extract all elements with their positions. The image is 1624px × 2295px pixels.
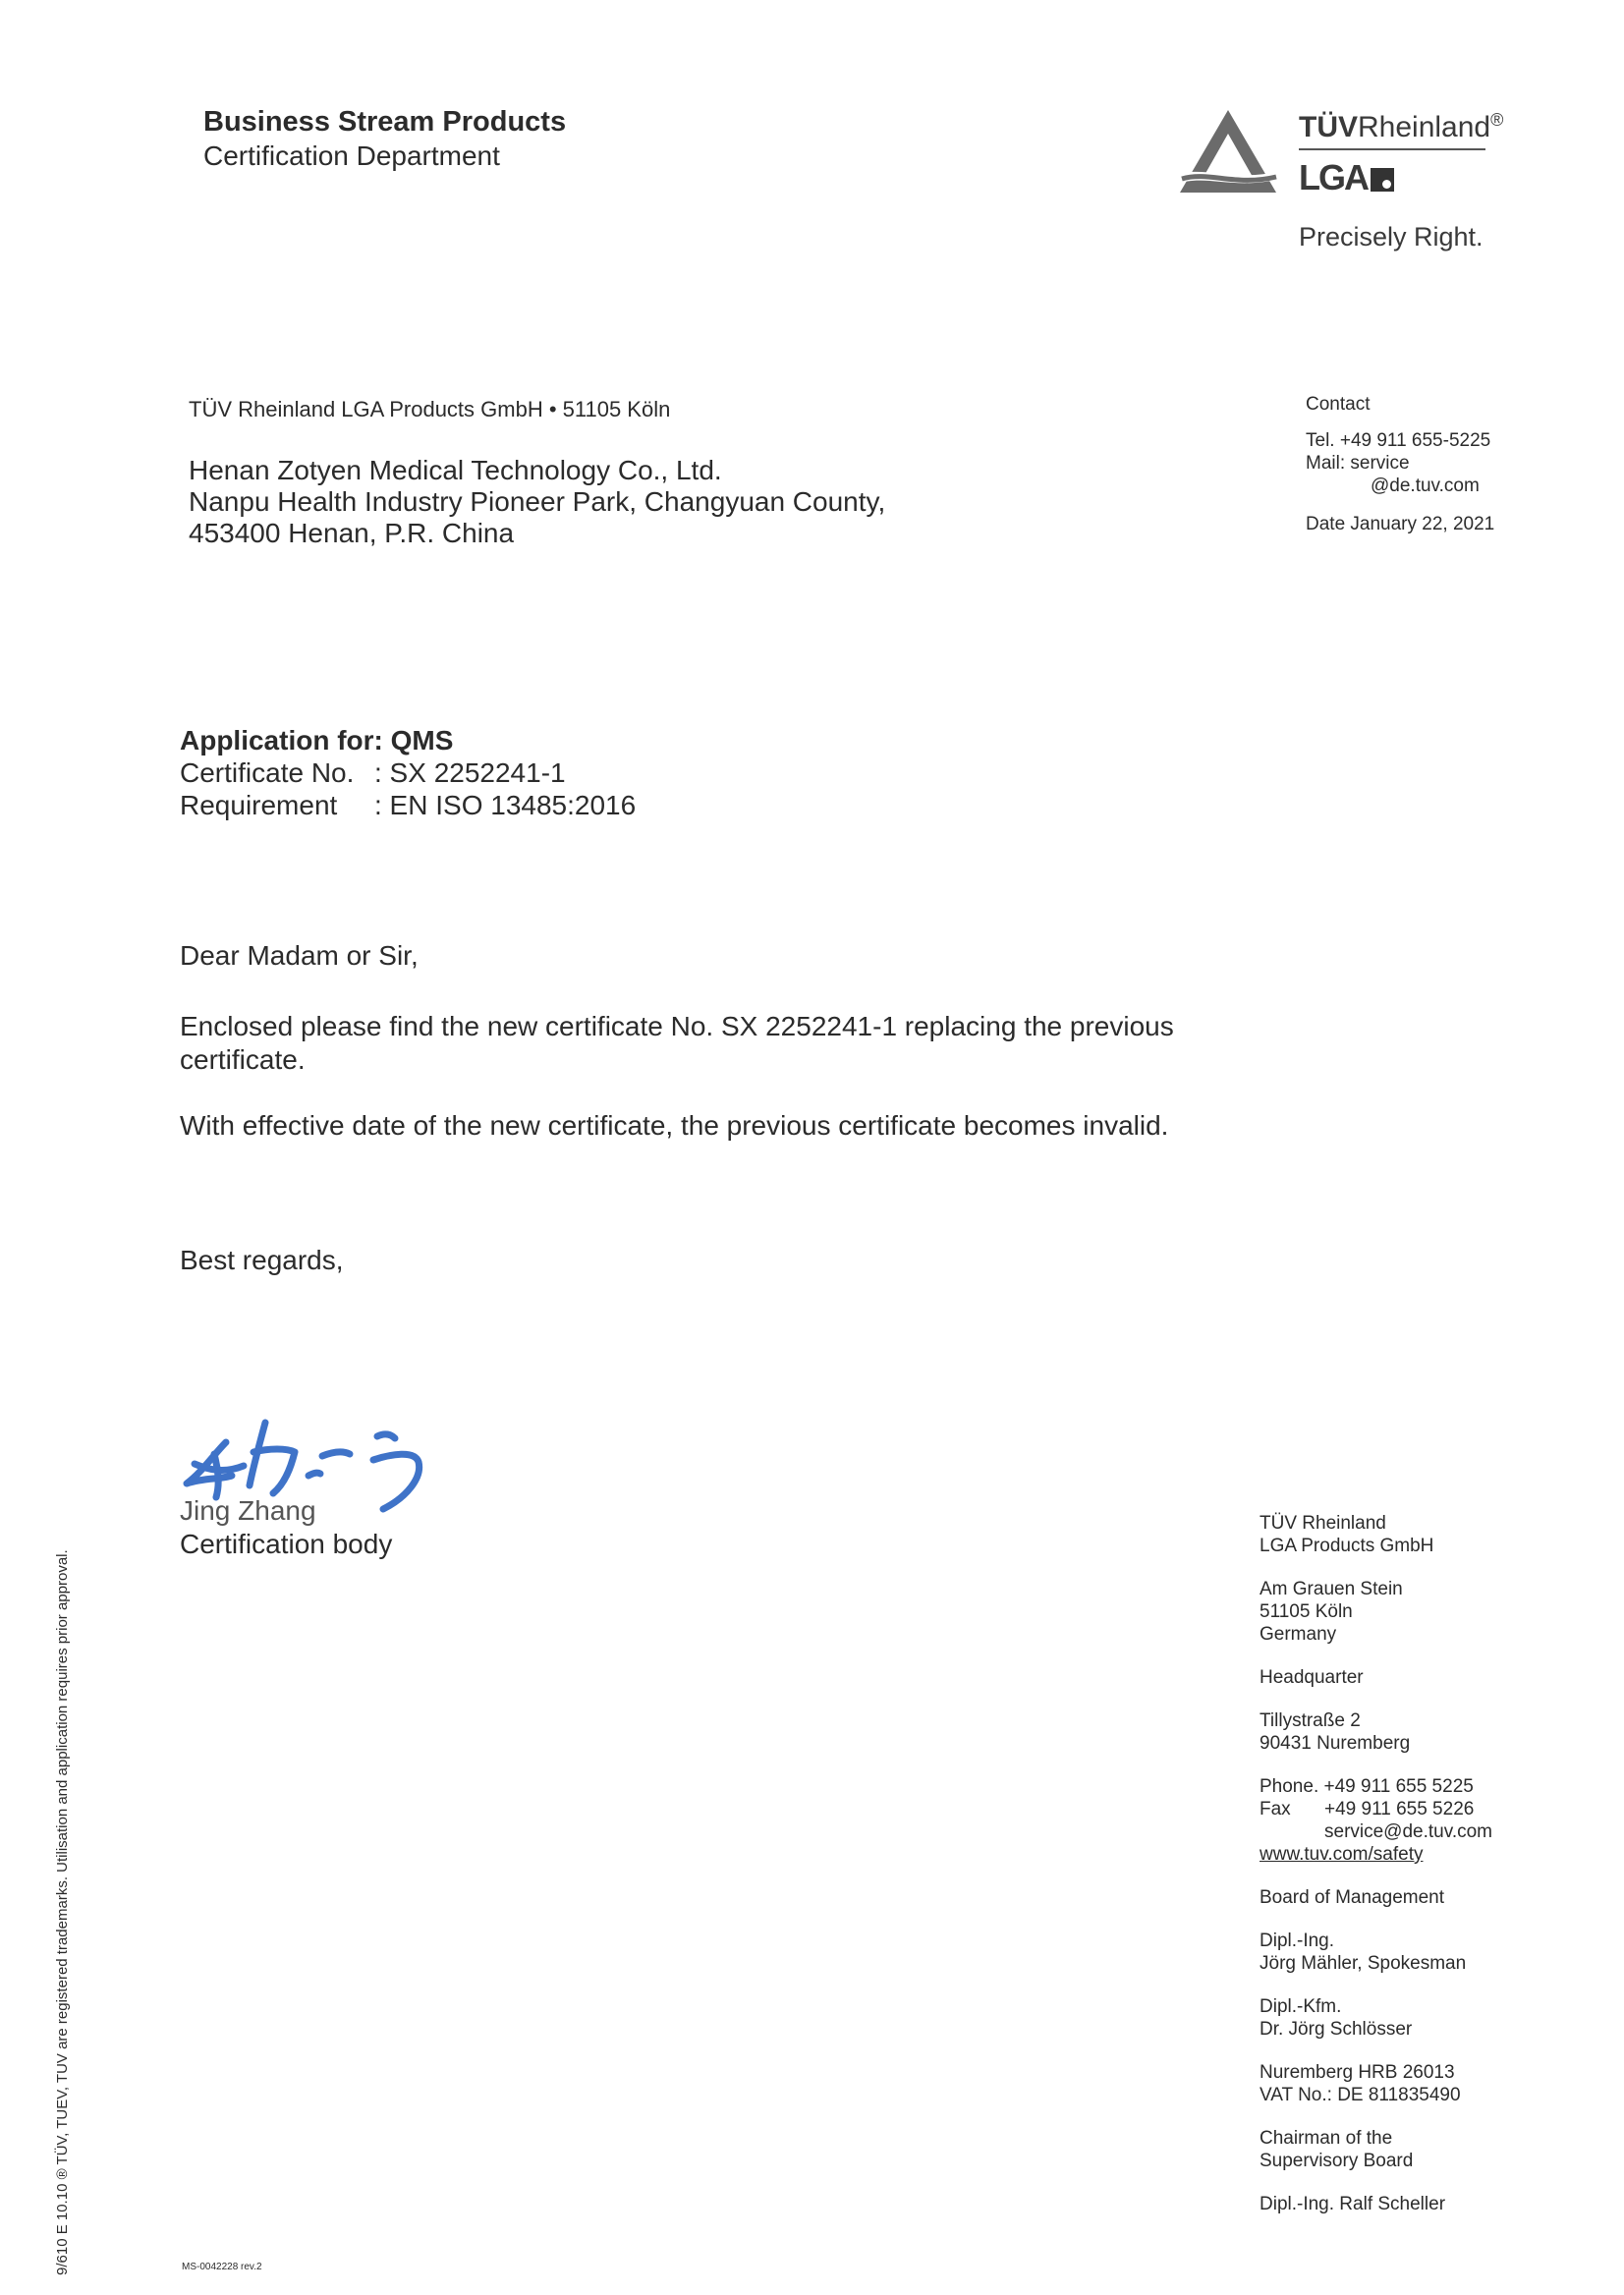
hq-street: Tillystraße 2 [1260, 1710, 1361, 1731]
closing: Best regards, [180, 1245, 344, 1275]
registered-mark: ® [1490, 110, 1504, 130]
board-label: Board of Management [1260, 1887, 1445, 1908]
chairman-name: Dipl.-Ing. Ralf Scheller [1260, 2194, 1446, 2214]
requirement-label: Requirement [180, 790, 338, 820]
vat-number: VAT No.: DE 811835490 [1260, 2085, 1461, 2105]
logo-brand [1299, 110, 1503, 144]
contact-tel: Tel. +49 911 655-5225 [1306, 430, 1491, 451]
contact-mail [1306, 452, 1494, 475]
signer-title: Certification body [180, 1529, 393, 1559]
company-phone: Phone. +49 911 655 5225 [1260, 1776, 1474, 1797]
tagline: Precisely Right. [1299, 222, 1484, 252]
paragraph: Enclosed please find the new certificate No. SX 2252241-1 replacing the previous certificate. [180, 1011, 1174, 1075]
lga-mark-icon [1371, 168, 1394, 192]
board-member-name: Jörg Mähler, Spokesman [1260, 1953, 1467, 1974]
company-name: TÜV Rheinland [1260, 1513, 1386, 1534]
side-trademark-text: 9/610 E 10.10 ® TÜV, TUEV, TUV are registered trademarks. Utilisation and application requires prior approval. [54, 1549, 71, 2275]
signer-name: Jing Zhang [180, 1495, 316, 1526]
company-website-link[interactable]: www.tuv.com/safety [1260, 1844, 1424, 1865]
logo-divider [1299, 148, 1485, 150]
board-member-name: Dr. Jörg Schlösser [1260, 2019, 1413, 2040]
logo-brand-bold: TÜV [1299, 111, 1358, 143]
requirement-value: : EN ISO 13485:2016 [374, 790, 637, 820]
fax-label: Fax [1260, 1799, 1291, 1819]
sender-line: TÜV Rheinland LGA Products GmbH • 51105 Köln [189, 397, 671, 421]
logo-lga-text: LGA [1299, 157, 1368, 197]
company-country: Germany [1260, 1624, 1337, 1645]
letter-date: Date January 22, 2021 [1306, 514, 1495, 534]
recipient-line: Henan Zotyen Medical Technology Co., Ltd. [189, 455, 722, 485]
company-email[interactable]: service@de.tuv.com [1324, 1821, 1492, 1842]
certificate-row [180, 757, 566, 789]
fax-number: +49 911 655 5226 [1324, 1799, 1475, 1819]
application-title: Application for: QMS [180, 725, 454, 756]
certificate-label: Certificate No. [180, 757, 355, 788]
chairman-label: Chairman of the [1260, 2128, 1393, 2149]
contact-heading: Contact [1306, 394, 1371, 415]
logo-lga [1299, 157, 1394, 198]
hq-city: 90431 Nuremberg [1260, 1733, 1411, 1754]
company-info [1260, 1512, 1554, 2215]
company-street: Am Grauen Stein [1260, 1579, 1403, 1599]
certificate-value: : SX 2252241-1 [374, 757, 566, 788]
department-title: Business Stream Products [203, 106, 567, 138]
requirement-row [180, 790, 636, 821]
recipient-address [189, 455, 885, 549]
board-member-title: Dipl.-Ing. [1260, 1931, 1335, 1951]
contact-block [1306, 393, 1494, 535]
paragraph: With effective date of the new certificate, the previous certificate becomes invalid. [180, 1110, 1169, 1141]
mail-user: service [1350, 453, 1410, 474]
hq-label: Headquarter [1260, 1667, 1364, 1688]
chairman-label: Supervisory Board [1260, 2151, 1414, 2171]
footer-code: MS-0042228 rev.2 [182, 2262, 262, 2272]
tuv-triangle-logo-icon [1174, 106, 1282, 199]
department-subtitle: Certification Department [203, 140, 500, 171]
salutation: Dear Madam or Sir, [180, 940, 419, 971]
recipient-line: 453400 Henan, P.R. China [189, 518, 515, 548]
board-member-title: Dipl.-Kfm. [1260, 1996, 1342, 2017]
company-city: 51105 Köln [1260, 1601, 1353, 1622]
logo-brand-rest: Rheinland [1358, 111, 1491, 143]
mail-label: Mail: [1306, 453, 1346, 474]
company-fax [1260, 1798, 1554, 1820]
company-name: LGA Products GmbH [1260, 1536, 1434, 1556]
registration: Nuremberg HRB 26013 [1260, 2062, 1455, 2083]
mail-domain: @de.tuv.com [1371, 476, 1480, 496]
recipient-line: Nanpu Health Industry Pioneer Park, Changyuan County, [189, 486, 886, 517]
